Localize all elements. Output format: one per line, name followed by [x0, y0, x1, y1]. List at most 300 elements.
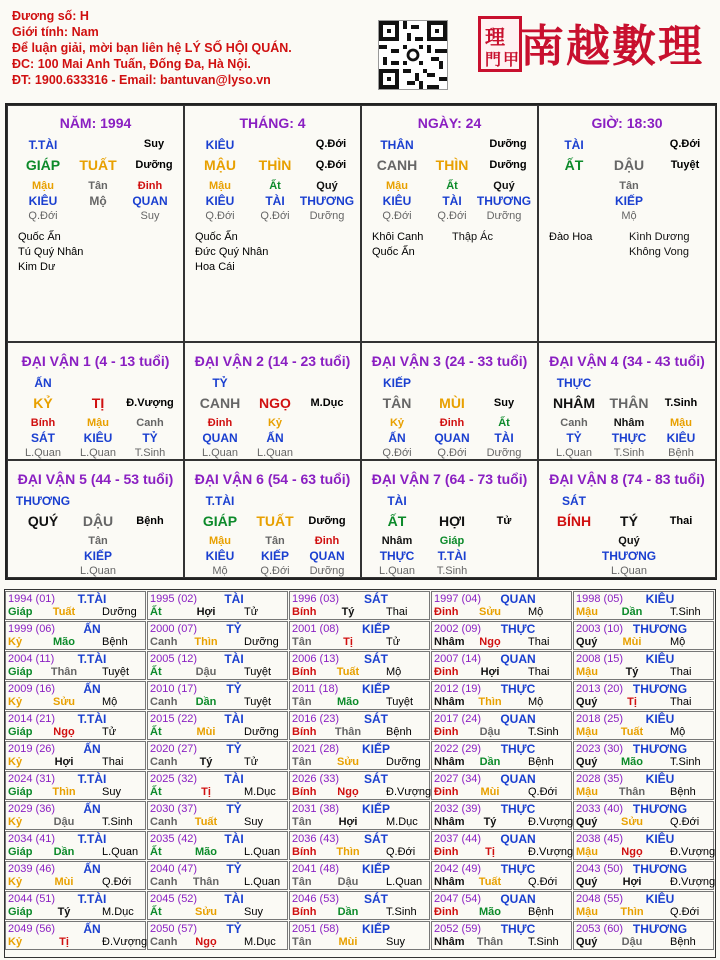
year-branch: Dần [337, 906, 359, 918]
year-label: 2006 (13) [292, 653, 340, 665]
year-god: THỰC [500, 802, 536, 816]
year-stem: Nhâm [434, 756, 465, 768]
year-stem: Canh [150, 816, 178, 828]
year-branch: Dậu [337, 876, 359, 888]
year-cell [5, 771, 146, 800]
year-branch: Mão [53, 636, 75, 648]
year-label: 1998 (05) [576, 593, 624, 605]
year-stem: Giáp [8, 846, 33, 858]
year-stem: Kỷ [8, 636, 23, 648]
dai-van-phase: Tử [496, 515, 512, 527]
dai-van-hidden-sub: L.Quan [378, 565, 416, 577]
year-cell [147, 681, 288, 710]
year-branch: Hợi [622, 876, 642, 888]
year-label: 2021 (28) [292, 743, 340, 755]
dai-van-god: SÁT [562, 494, 586, 508]
year-god: KIẾP [361, 682, 391, 696]
year-cell [289, 861, 430, 890]
year-branch: Tuất [194, 816, 218, 828]
dai-van-cell [184, 460, 361, 578]
year-stem: Ất [150, 786, 162, 798]
dai-van-hidden-god: QUAN [202, 431, 238, 445]
year-god: SÁT [364, 832, 388, 846]
year-god: QUAN [500, 652, 536, 666]
year-branch: Hợi [480, 666, 500, 678]
dai-van-hidden-sub: T.Sinh [134, 447, 166, 459]
dai-van-branch: TỊ [91, 395, 105, 411]
year-cell [431, 921, 572, 950]
hidden-stem: Mậu [209, 180, 231, 192]
year-label: 2035 (42) [150, 833, 198, 845]
year-label: 2007 (14) [434, 653, 482, 665]
header-info [12, 8, 292, 88]
year-branch: Thìn [52, 786, 76, 798]
star-name-2: Không Vong [629, 246, 689, 258]
year-god: SÁT [364, 592, 388, 606]
year-phase: Thai [528, 636, 550, 648]
dai-van-stem: GIÁP [202, 513, 238, 529]
year-cell [147, 891, 288, 920]
year-phase: Bệnh [102, 636, 128, 648]
year-stem: Ất [150, 666, 162, 678]
year-stem: Tân [292, 756, 312, 768]
year-branch: Dậu [195, 666, 217, 678]
year-stem: Mậu [576, 786, 598, 798]
year-branch: Tý [341, 606, 355, 618]
hidden-stem: Mậu [386, 180, 408, 192]
year-label: 2014 (21) [8, 713, 56, 725]
year-cell [5, 921, 146, 950]
pillar-title: NĂM: 1994 [59, 115, 132, 131]
year-god: TỶ [226, 862, 242, 876]
dai-van-cell [361, 342, 538, 460]
dai-van-hidden-god: TỶ [142, 431, 158, 445]
year-branch: Sửu [336, 756, 360, 768]
year-label: 2029 (36) [8, 803, 56, 815]
year-stem: Tân [292, 696, 312, 708]
hidden-sub: Dưỡng [309, 210, 345, 222]
year-label: 2051 (58) [292, 923, 340, 935]
year-branch: Mùi [480, 786, 500, 798]
year-branch: Hợi [338, 816, 358, 828]
pillar-god: KIÊU [205, 138, 235, 152]
year-branch: Sửu [620, 816, 644, 828]
year-phase: Suy [102, 786, 121, 798]
year-branch: Mão [621, 756, 643, 768]
dai-van-hidden-sub: Q.Đới [382, 447, 412, 459]
year-branch: Tuất [620, 726, 644, 738]
year-label: 1997 (04) [434, 593, 482, 605]
year-god: T.TÀI [77, 592, 107, 606]
year-god: KIÊU [645, 832, 675, 846]
year-god: THỰC [500, 922, 536, 936]
star-name: Hoa Cái [195, 261, 235, 273]
heavenly-stem: MẬU [204, 157, 236, 173]
year-branch: Thân [618, 786, 646, 798]
year-stem: Giáp [8, 726, 33, 738]
year-god: QUAN [500, 772, 536, 786]
year-stem: Bính [292, 786, 317, 798]
year-cell [573, 651, 714, 680]
hidden-sub: Q.Đới [28, 210, 58, 222]
star-name: Đức Quý Nhân [195, 246, 269, 258]
year-label: 2019 (26) [8, 743, 56, 755]
year-branch: Ngọ [195, 936, 217, 948]
year-stem: Bính [292, 906, 317, 918]
year-phase: Bệnh [386, 726, 412, 738]
year-phase: Thai [386, 606, 408, 618]
year-cell [431, 801, 572, 830]
year-stem: Kỷ [8, 816, 23, 828]
year-god: KIẾP [361, 622, 391, 636]
year-branch: Ngọ [621, 846, 643, 858]
qr-code-icon [379, 21, 447, 89]
year-label: 1995 (02) [150, 593, 198, 605]
year-phase: Q.Đới [528, 876, 558, 888]
year-stem: Mậu [576, 726, 598, 738]
year-label: 2033 (40) [576, 803, 624, 815]
dai-van-branch: NGỌ [259, 395, 291, 411]
dai-van-stem: NHÂM [553, 395, 595, 411]
year-phase: T.Sinh [670, 756, 701, 768]
year-label: 2008 (15) [576, 653, 624, 665]
year-god: QUAN [500, 892, 536, 906]
seal-char-3: 甲 [503, 50, 520, 69]
star-name: Đào Hoa [549, 231, 593, 243]
year-stem: Đinh [434, 726, 459, 738]
year-stem: Mậu [576, 846, 598, 858]
year-branch: Dần [53, 846, 75, 858]
year-label: 2052 (59) [434, 923, 482, 935]
dai-van-hidden-stem: Kỷ [267, 417, 283, 429]
year-stem: Nhâm [434, 636, 465, 648]
year-stem: Nhâm [434, 696, 465, 708]
star-name: Quốc Ấn [372, 246, 415, 258]
year-label: 2020 (27) [150, 743, 198, 755]
pillar-god-phase: Dưỡng [489, 138, 527, 150]
year-cell [431, 591, 572, 620]
year-branch: Dậu [479, 726, 501, 738]
star-name: Kim Dư [18, 261, 56, 273]
year-cell [573, 681, 714, 710]
year-stem: Bính [292, 666, 317, 678]
year-stem: Đinh [434, 786, 459, 798]
hidden-god: THƯƠNG [476, 194, 532, 208]
year-cell [573, 771, 714, 800]
year-stem: Tân [292, 936, 312, 948]
dai-van-title: ĐẠI VẬN 1 (4 - 13 tuổi) [21, 353, 170, 369]
hidden-sub: Q.Đới [260, 210, 290, 222]
dai-van-phase: T.Sinh [664, 397, 698, 409]
year-label: 2013 (20) [576, 683, 624, 695]
dai-van-cell [538, 460, 716, 578]
year-label: 2047 (54) [434, 893, 482, 905]
year-stem: Tân [292, 636, 312, 648]
year-god: THỰC [500, 862, 536, 876]
star-name-2: Thập Ác [452, 231, 493, 243]
year-label: 2038 (45) [576, 833, 624, 845]
dai-van-branch: TÝ [620, 513, 638, 529]
year-label: 2018 (25) [576, 713, 624, 725]
dai-van-hidden-stem: Đinh [314, 535, 340, 547]
dai-van-hidden-sub: L.Quan [79, 447, 117, 459]
year-god: TÀI [224, 592, 244, 606]
dai-van-stem: ẤT [387, 513, 407, 529]
heavenly-stem: ẤT [564, 157, 584, 173]
dai-van-title: ĐẠI VẬN 7 (64 - 73 tuổi) [371, 471, 528, 487]
dai-van-hidden-god: ẤN [266, 431, 284, 445]
dai-van-phase: M.Dục [310, 397, 344, 409]
year-label: 2039 (46) [8, 863, 56, 875]
year-cell [431, 681, 572, 710]
year-stem: Tân [292, 876, 312, 888]
pillar-god: TÀI [564, 138, 584, 152]
year-stem: Canh [150, 636, 178, 648]
dai-van-hidden-god: QUAN [309, 549, 345, 563]
year-label: 2030 (37) [150, 803, 198, 815]
year-phase: Đ.Vượng [528, 816, 574, 828]
year-cell [289, 621, 430, 650]
year-stem: Canh [150, 936, 178, 948]
year-branch: Dậu [621, 936, 643, 948]
hidden-god: THƯƠNG [299, 194, 355, 208]
year-label: 1996 (03) [292, 593, 340, 605]
year-cell [147, 591, 288, 620]
year-cell [431, 711, 572, 740]
dai-van-hidden-sub: Q.Đới [260, 565, 290, 577]
year-phase: Đ.Vượng [528, 846, 574, 858]
year-god: T.TÀI [77, 832, 107, 846]
year-cell [147, 711, 288, 740]
year-label: 2044 (51) [8, 893, 56, 905]
dai-van-title: ĐẠI VẬN 2 (14 - 23 tuổi) [194, 353, 351, 369]
year-branch: Tý [199, 756, 213, 768]
year-cell [147, 651, 288, 680]
year-label: 2012 (19) [434, 683, 482, 695]
pillar-god: THÂN [380, 138, 414, 152]
dai-van-cell [7, 460, 184, 578]
year-branch: Ngọ [53, 726, 75, 738]
year-label: 2036 (43) [292, 833, 340, 845]
year-phase: M.Dục [102, 906, 134, 918]
year-cell [5, 861, 146, 890]
year-god: KIÊU [645, 592, 675, 606]
year-phase: Mộ [386, 666, 402, 678]
dai-van-hidden-god: KIẾP [83, 549, 113, 563]
year-phase: L.Quan [102, 846, 139, 858]
pillar-title: THÁNG: 4 [239, 115, 306, 131]
year-god: TỶ [226, 742, 242, 756]
year-god: THƯƠNG [632, 742, 688, 756]
dai-van-hidden-sub: Q.Đới [437, 447, 467, 459]
year-phase: Tuyệt [244, 666, 272, 678]
year-god: KIÊU [645, 712, 675, 726]
year-phase: Bệnh [528, 906, 554, 918]
year-phase: Q.Đới [670, 816, 700, 828]
year-stem: Đinh [434, 606, 459, 618]
dai-van-hidden-stem: Kỷ [389, 417, 405, 429]
dai-van-hidden-sub: L.Quan [201, 447, 239, 459]
year-stem: Quý [576, 756, 598, 768]
annual-luck-grid [4, 589, 716, 958]
year-branch: Tý [625, 666, 639, 678]
year-god: TỶ [226, 622, 242, 636]
year-phase: Bệnh [528, 756, 554, 768]
hidden-god: KIÊU [382, 194, 412, 208]
dai-van-hidden-sub: Dưỡng [309, 565, 345, 577]
year-phase: Suy [244, 816, 263, 828]
dai-van-hidden-god: KIÊU [83, 431, 113, 445]
year-stem: Kỷ [8, 696, 23, 708]
dai-van-god: TÀI [387, 494, 407, 508]
dai-van-hidden-god: KIÊU [666, 431, 696, 445]
earthly-branch: THÌN [435, 157, 469, 173]
year-phase: Tuyệt [386, 696, 414, 708]
year-phase: Q.Đới [528, 786, 558, 798]
pillar-god-phase: Q.Đới [315, 138, 347, 150]
hidden-sub: Q.Đới [205, 210, 235, 222]
year-god: KIÊU [645, 652, 675, 666]
year-branch: Mão [195, 846, 217, 858]
dai-van-cell [361, 460, 538, 578]
star-name: Khôi Canh [372, 231, 424, 243]
year-god: KIẾP [361, 922, 391, 936]
dai-van-hidden-god: QUAN [434, 431, 470, 445]
year-cell [573, 591, 714, 620]
year-cell [573, 891, 714, 920]
dai-van-hidden-stem: Giáp [439, 535, 465, 547]
hidden-stem: Ất [269, 180, 281, 192]
year-stem: Nhâm [434, 876, 465, 888]
year-god: KIÊU [645, 892, 675, 906]
year-phase: Đ.Vượng [386, 786, 432, 798]
dai-van-hidden-sub: L.Quan [24, 447, 62, 459]
year-god: ẤN [83, 682, 101, 696]
earthly-branch: DẬU [613, 157, 645, 173]
year-branch: Tý [483, 816, 497, 828]
pillar-cell [184, 105, 361, 342]
gioi-tinh-label: Giới tính: [12, 25, 69, 39]
pillar-god-phase: Suy [143, 138, 165, 150]
year-cell [431, 621, 572, 650]
dai-van-hidden-sub: L.Quan [79, 565, 117, 577]
year-stem: Canh [150, 876, 178, 888]
year-cell [5, 891, 146, 920]
year-phase: Thai [670, 666, 692, 678]
year-branch: Tuất [336, 666, 360, 678]
year-phase: L.Quan [244, 846, 281, 858]
year-label: 1994 (01) [8, 593, 56, 605]
year-stem: Mậu [576, 666, 598, 678]
year-phase: Mộ [670, 726, 686, 738]
dai-van-god: TỶ [212, 376, 228, 390]
growth-phase: Dưỡng [135, 159, 173, 171]
year-god: TỶ [226, 802, 242, 816]
year-phase: Mộ [102, 696, 118, 708]
dai-van-hidden-stem: Mậu [670, 417, 692, 429]
dai-van-branch: DẬU [82, 513, 114, 529]
hidden-god: Mộ [89, 194, 107, 208]
pillar-god: T.TÀI [28, 138, 58, 152]
hidden-god: TÀI [442, 194, 462, 208]
hidden-god: KIÊU [205, 194, 235, 208]
year-stem: Bính [292, 606, 317, 618]
seal-char-1: 理 [485, 25, 505, 49]
year-god: THƯƠNG [632, 802, 688, 816]
year-label: 2041 (48) [292, 863, 340, 875]
year-label: 2037 (44) [434, 833, 482, 845]
year-branch: Ngọ [479, 636, 501, 648]
year-label: 2025 (32) [150, 773, 198, 785]
dai-van-hidden-stem: Ất [498, 417, 510, 429]
dai-van-title: ĐẠI VẬN 8 (74 - 83 tuổi) [549, 471, 705, 487]
star-name-2: Kình Dương [629, 231, 690, 243]
year-cell [289, 831, 430, 860]
year-label: 2005 (12) [150, 653, 198, 665]
year-label: 2048 (55) [576, 893, 624, 905]
year-phase: M.Dục [244, 936, 276, 948]
year-branch: Tý [57, 906, 71, 918]
year-branch: Hợi [54, 756, 74, 768]
year-label: 2028 (35) [576, 773, 624, 785]
year-phase: Đ.Vượng [670, 846, 716, 858]
year-branch: Thân [476, 936, 504, 948]
year-label: 2045 (52) [150, 893, 198, 905]
dai-van-hidden-sub: Mộ [212, 565, 228, 577]
hidden-god: TÀI [265, 194, 285, 208]
year-branch: Thìn [478, 696, 502, 708]
year-label: 2032 (39) [434, 803, 482, 815]
year-phase: Mộ [528, 606, 544, 618]
year-label: 2046 (53) [292, 893, 340, 905]
gioi-tinh-value: Nam [71, 25, 99, 39]
dai-van-hidden-stem: Nhâm [381, 535, 413, 547]
year-cell [5, 711, 146, 740]
year-phase: T.Sinh [670, 606, 701, 618]
year-branch: Thìn [336, 846, 360, 858]
year-phase: Dưỡng [244, 726, 279, 738]
year-cell [289, 801, 430, 830]
dai-van-branch: TUẤT [256, 513, 294, 529]
year-branch: Mão [479, 906, 501, 918]
year-label: 2031 (38) [292, 803, 340, 815]
year-phase: M.Dục [386, 816, 418, 828]
year-god: T.TÀI [77, 712, 107, 726]
year-phase: Suy [386, 936, 405, 948]
year-phase: Suy [244, 906, 263, 918]
hidden-stem: Quý [493, 180, 515, 192]
year-phase: Dưỡng [102, 606, 137, 618]
year-label: 1999 (06) [8, 623, 56, 635]
year-branch: Tị [485, 846, 495, 858]
year-label: 2004 (11) [8, 653, 55, 665]
year-cell [147, 831, 288, 860]
year-cell [5, 621, 146, 650]
year-phase: Tử [102, 726, 117, 738]
dai-van-stem: TÂN [382, 395, 412, 411]
year-branch: Hợi [196, 606, 216, 618]
year-cell [5, 801, 146, 830]
year-phase: T.Sinh [386, 906, 417, 918]
heavenly-stem: CANH [376, 157, 418, 173]
year-branch: Tị [343, 636, 353, 648]
year-branch: Thìn [620, 906, 644, 918]
year-branch: Sửu [194, 906, 218, 918]
year-phase: Tuyệt [244, 696, 272, 708]
year-stem: Kỷ [8, 936, 23, 948]
year-branch: Mùi [54, 876, 74, 888]
year-stem: Kỷ [8, 756, 23, 768]
